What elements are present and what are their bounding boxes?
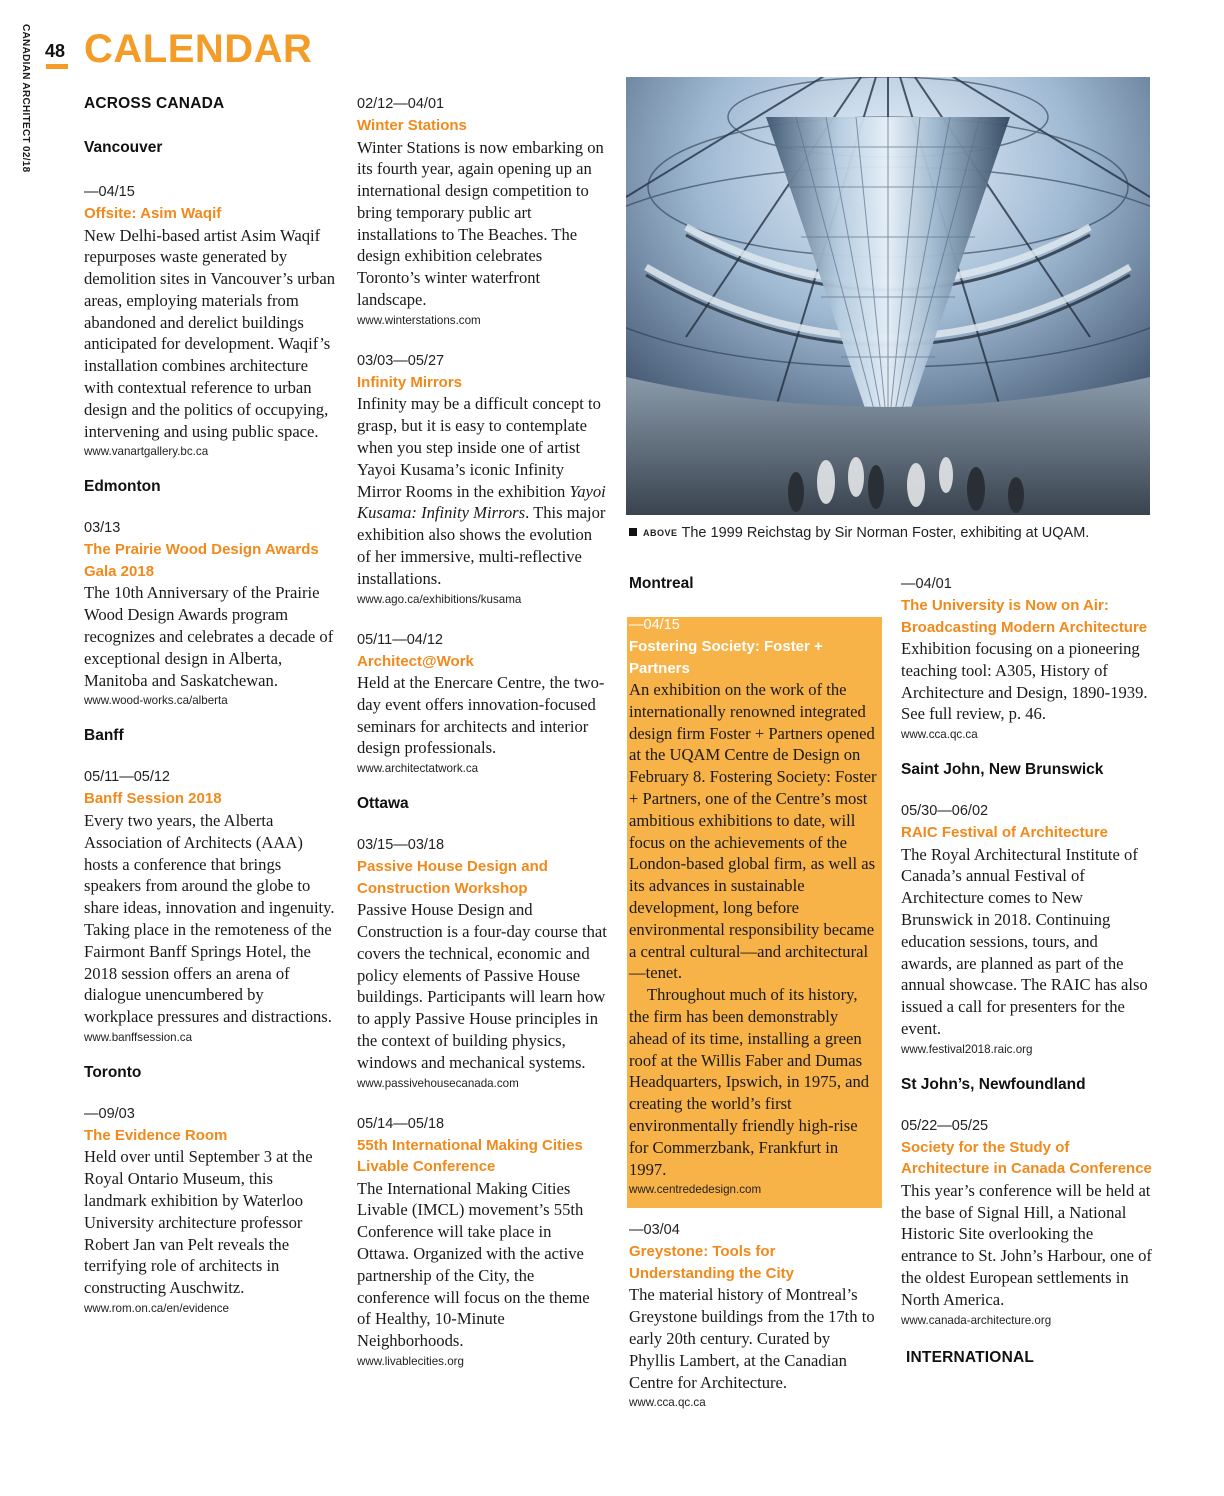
event-greystone [629, 1220, 879, 1411]
event-date: 05/14—05/18 [357, 1115, 445, 1132]
event-title: Infinity Mirrors [357, 373, 463, 391]
page-title: CALENDAR [84, 27, 313, 71]
region-st-johns: St John’s, Newfoundland [901, 1075, 1086, 1093]
event-architect-at-work [357, 630, 607, 778]
event-title: The Prairie Wood Design Awards Gala 2018 [84, 541, 319, 580]
event-title: Offsite: Asim Waqif [84, 205, 222, 222]
event-title: Fostering Society: Foster + Partners [629, 638, 823, 677]
event-title: Passive House Design and Construction Workshop [357, 858, 548, 897]
event-description: Infinity may be a difficult concept to grasp, but it is easy to contemplate when you step inside one of artist Yayoi Kusama’s iconic Infinity Mirror Rooms in the exhibition Yayoi Kusama: Infinity Mirrors. This major exhibition also shows the evolution of her immersive, multi-reflective installations. [357, 394, 606, 588]
event-title: Banff Session 2018 [84, 790, 222, 808]
caption-marker [629, 528, 637, 536]
event-description: The 10th Anniversary of the Prairie Wood Design Awards program recognizes and celebrates a decade of exceptional design in Alberta, Manitoba and Saskatchewan. [84, 583, 334, 690]
event-link[interactable]: www.centrededesign.com [629, 1183, 762, 1197]
event-description: Winter Stations is now embarking on its fourth year, again opening up an international design competition to bring temporary public art installations to The Beaches. The design exhibition celebrates Toronto’s winter waterfront landscape. [357, 137, 604, 310]
section-heading-international: INTERNATIONAL [906, 1348, 1035, 1366]
event-date: 02/12—04/01 [357, 96, 445, 112]
event-description-2: Throughout much of its history, the firm has been demonstrably ahead of its time, installing a green roof at the Willis Faber and Dumas Headquarters, Ipswich, in 1975, and creating the world’s first environmentally friendly high-rise for Commerzbank, Frankfurt in 1997. [629, 985, 870, 1179]
event-imcl [357, 1114, 607, 1370]
event-infinity-mirrors [357, 351, 607, 608]
event-link[interactable]: www.livablecities.org [357, 1354, 464, 1368]
event-evidence-room [84, 1104, 336, 1317]
event-description: This year’s conference will be held at the base of Signal Hill, a National Historic Site overlooking the entrance to St. John’s Harbour, one of the oldest European settlements in North America. [901, 1180, 1152, 1309]
event-banff-session [84, 767, 336, 1045]
event-title: 55th International Making Cities Livable Conference [357, 1136, 583, 1176]
region-vancouver: Vancouver [84, 139, 163, 156]
event-link[interactable]: www.festival2018.raic.org [901, 1042, 1033, 1056]
event-link[interactable]: www.ago.ca/exhibitions/kusama [357, 592, 522, 606]
event-prairie-wood [84, 518, 336, 709]
event-title: Architect@Work [357, 652, 474, 670]
event-link[interactable]: www.cca.qc.ca [629, 1396, 706, 1410]
column-4 [901, 574, 1153, 1367]
event-link[interactable]: www.passivehousecanada.com [357, 1076, 519, 1090]
section-heading-across-canada: ACROSS CANADA [84, 95, 225, 112]
event-link[interactable]: www.winterstations.com [357, 313, 481, 327]
event-link[interactable]: www.architectatwork.ca [357, 762, 479, 776]
event-description: The International Making Cities Livable (IMCL) movement’s 55th Conference will take place in Ottawa. Organized with the active partnership of the City, the conference will focus on the theme of Healthy, 10-Minute Neighborhoods. [357, 1178, 590, 1351]
event-offsite [84, 182, 336, 460]
region-banff: Banff [84, 727, 124, 745]
event-date: —04/15 [629, 617, 680, 633]
region-saint-john: Saint John, New Brunswick [901, 761, 1104, 779]
event-link[interactable]: www.cca.qc.ca [901, 728, 978, 742]
event-description: New Delhi-based artist Asim Waqif repurposes waste generated by demolition sites in Vancouver’s urban areas, employing materials from abandoned and derelict buildings anticipated for development. Waqif’s installation combines architecture with contextual reference to urban design and the politics of occupying, intervening and using public space. [84, 225, 336, 441]
event-date: 05/11—04/12 [357, 631, 443, 648]
event-title: The Evidence Room [84, 1126, 228, 1144]
event-description: An exhibition on the work of the internationally renowned integrated design firm Foster + Partners opened at the UQAM Centre de Design on February 8. Fostering Society: Foster + Partners, one of the Centre’s most ambitious exhibitions to date, will focus on the achievements of the London-based global firm, as well as its advances in sustainable development, long before environmental responsibility became a central cultural—and architectural—tenet. [629, 680, 877, 983]
event-link[interactable]: www.wood-works.ca/alberta [84, 694, 228, 708]
event-title: Winter Stations [357, 117, 467, 134]
event-title: RAIC Festival of Architecture [901, 824, 1108, 842]
event-passive-house [357, 835, 607, 1091]
event-link[interactable]: www.canada-architecture.org [901, 1313, 1052, 1327]
event-link[interactable]: www.rom.on.ca/en/evidence [84, 1302, 229, 1315]
event-description: Passive House Design and Construction is a four-day course that covers the technical, economic and policy elements of Passive House buildings. Participants will learn how to apply Passive House principles in the context of building physics, windows and mechanical systems. [357, 900, 607, 1072]
reichstag-dome-photo [626, 77, 1150, 515]
event-date: —09/03 [84, 1105, 135, 1122]
event-title: Society for the Study of Architecture in Canada Conference [901, 1138, 1152, 1178]
event-title: The University is Now on Air: Broadcasting Modern Architecture [901, 597, 1148, 636]
event-description: The Royal Architectural Institute of Canada’s annual Festival of Architecture comes to New Brunswick in 2018. Continuing education sessions, tours, and awards, are planned as part of the annual showcase. The RAIC has also issued a call for presenters for the event. [901, 844, 1148, 1039]
event-date: —04/15 [84, 184, 135, 200]
event-university-on-air [901, 574, 1153, 743]
event-date: 03/03—05/27 [357, 352, 445, 369]
column-2 [357, 94, 607, 1370]
event-date: —04/01 [901, 576, 952, 592]
event-link[interactable]: www.banffsession.ca [84, 1030, 193, 1044]
event-date: 03/13 [84, 520, 121, 537]
event-description: Every two years, the Alberta Association of Architects (AAA) hosts a conference that brings speakers from around the globe to share ideas, innovation and ingenuity. Taking place in the remoteness of the Fairmont Banff Springs Hotel, the 2018 session offers an arena of dialogue unencumbered by workplace pressures and distractions. [84, 810, 335, 1027]
event-description: Held over until September 3 at the Royal Ontario Museum, this landmark exhibition by Waterloo University architecture professor Robert Jan van Pelt reveals the terrifying role of architects in constructing Auschwitz. [84, 1147, 313, 1298]
region-edmonton: Edmonton [84, 478, 161, 496]
page-number-bar [46, 64, 68, 69]
page-number: 48 [45, 41, 66, 61]
event-date: 03/15—03/18 [357, 837, 445, 854]
event-description: Held at the Enercare Centre, the two-day event offers innovation-focused seminars for architects and interior design professionals. [357, 673, 605, 758]
column-1 [84, 95, 336, 1317]
event-description: The material history of Montreal’s Greystone buildings from the 17th to early 20th century. Curated by Phyllis Lambert, at the Canadian Centre for Architecture. [629, 1285, 875, 1392]
event-raic-festival [901, 801, 1153, 1058]
region-toronto: Toronto [84, 1063, 142, 1081]
event-description: Exhibition focusing on a pioneering teaching tool: A305, History of Architecture and Design, 1890-1939. See full review, p. 46. [901, 639, 1148, 724]
event-date: 05/22—05/25 [901, 1117, 989, 1134]
event-date: —03/04 [629, 1222, 680, 1239]
photo-caption: ABOVE The 1999 Reichstag by Sir Norman Foster, exhibiting at UQAM. [629, 525, 1089, 541]
column-3 [629, 575, 879, 1411]
event-date: 05/30—06/02 [901, 803, 989, 820]
event-title: Greystone: Tools for Understanding the City [629, 1243, 795, 1282]
event-winter-stations [357, 94, 607, 329]
spine-text: CANADIAN ARCHITECT 02/18 [20, 24, 31, 173]
event-link[interactable]: www.vanartgallery.bc.ca [84, 445, 209, 459]
event-date: 05/11—05/12 [84, 769, 170, 786]
event-ssac-conference [901, 1116, 1153, 1329]
region-montreal: Montreal [629, 575, 694, 592]
region-ottawa: Ottawa [357, 795, 409, 813]
event-fostering-society [629, 615, 879, 1198]
